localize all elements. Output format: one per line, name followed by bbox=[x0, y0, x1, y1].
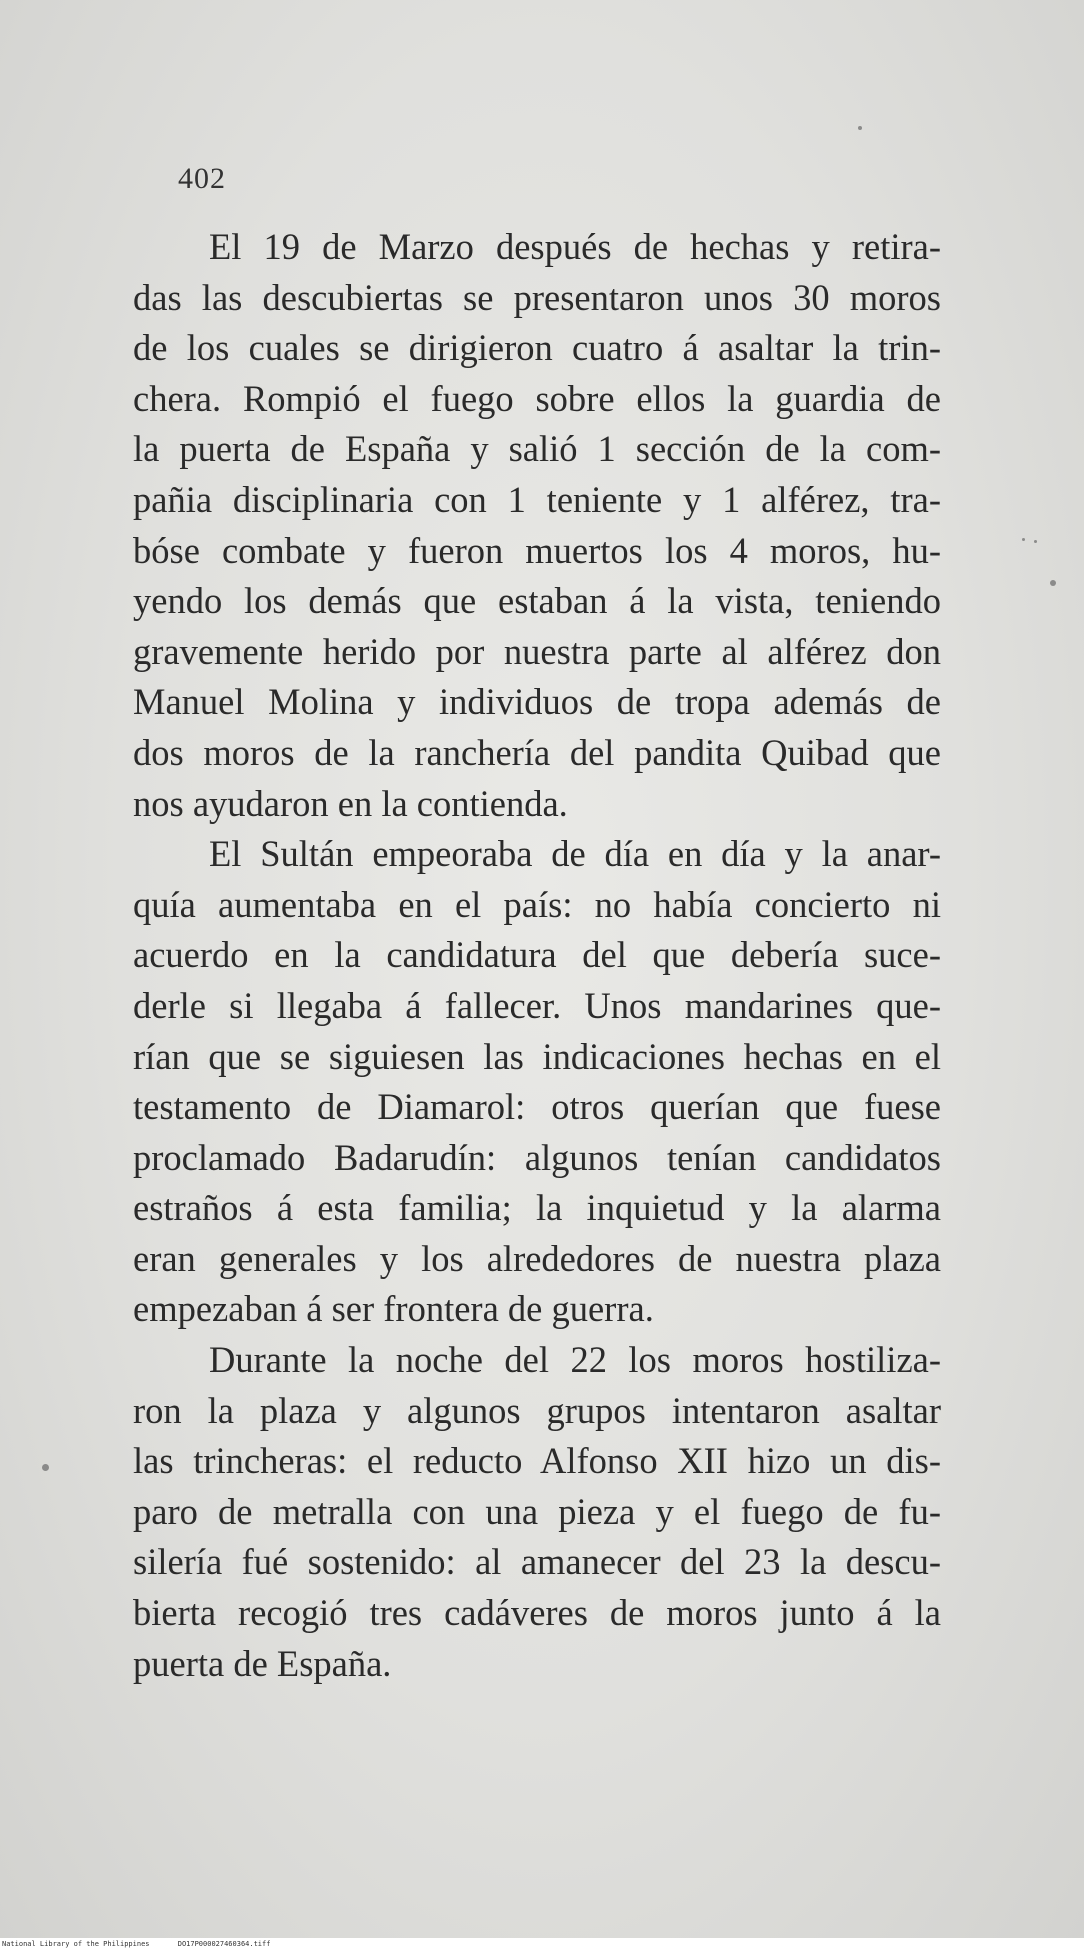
text-line: las trincheras: el reducto Alfonso XII hizo un dis- bbox=[133, 1440, 941, 1482]
text-line: El Sultán empeoraba de día en día y la anar- bbox=[209, 833, 941, 875]
text-line: paro de metralla con una pieza y el fuego de fu- bbox=[133, 1490, 941, 1532]
text-line: chera. Rompió el fuego sobre ellos la guardia de bbox=[133, 377, 941, 419]
scan-speck bbox=[1034, 540, 1037, 543]
text-line: derle si llegaba á fallecer. Unos mandarines que- bbox=[133, 984, 941, 1026]
text-line: quía aumentaba en el país: no había concierto ni bbox=[133, 883, 941, 925]
paragraph bbox=[133, 829, 941, 1335]
text-line: nos ayudaron en la contienda. bbox=[133, 782, 568, 824]
text-line: de los cuales se dirigieron cuatro á asaltar la trin- bbox=[133, 327, 941, 369]
text-line: eran generales y los alrededores de nuestra plaza bbox=[133, 1237, 941, 1279]
text-line: Durante la noche del 22 los moros hostiliza- bbox=[209, 1339, 941, 1381]
text-line: El 19 de Marzo después de hechas y retira- bbox=[209, 226, 941, 267]
scan-speck bbox=[1050, 580, 1056, 586]
footer-text bbox=[2, 1938, 294, 1950]
text-line: testamento de Diamarol: otros querían que fuese bbox=[133, 1086, 941, 1128]
body-text bbox=[133, 222, 941, 1689]
text-line: dos moros de la ranchería del pandita Quibad que bbox=[133, 731, 941, 773]
text-line: Manuel Molina y individuos de tropa además de bbox=[133, 681, 941, 723]
scan-footer bbox=[0, 1938, 1084, 1950]
text-line: yendo los demás que estaban á la vista, teniendo bbox=[133, 580, 941, 622]
text-line: acuerdo en la candidatura del que debería suce- bbox=[133, 934, 941, 976]
paragraph bbox=[133, 222, 941, 829]
footer-library: National Library of the Philippines bbox=[2, 1940, 150, 1948]
scan-speck bbox=[858, 126, 862, 130]
text-line: empezaban á ser frontera de guerra. bbox=[133, 1288, 654, 1330]
scan-speck bbox=[42, 1464, 49, 1471]
page-number: 402 bbox=[178, 162, 226, 195]
text-line: bóse combate y fueron muertos los 4 moros, hu- bbox=[133, 529, 941, 571]
paragraph bbox=[133, 1335, 941, 1689]
text-line: gravemente herido por nuestra parte al alférez don bbox=[133, 630, 941, 672]
footer-file-id: DO17P000027460364.tiff bbox=[177, 1940, 271, 1948]
text-line: la puerta de España y salió 1 sección de la com- bbox=[133, 428, 941, 470]
text-line: silería fué sostenido: al amanecer del 23 la descu- bbox=[133, 1541, 941, 1583]
text-line: proclamado Badarudín: algunos tenían candidatos bbox=[133, 1136, 941, 1178]
text-line: puerta de España. bbox=[133, 1642, 392, 1684]
text-line: ron la plaza y algunos grupos intentaron asaltar bbox=[133, 1389, 941, 1431]
text-line: das las descubiertas se presentaron unos 30 moros bbox=[133, 276, 941, 318]
text-line: pañia disciplinaria con 1 teniente y 1 alférez, tra- bbox=[133, 478, 941, 520]
scan-speck bbox=[1022, 538, 1025, 541]
text-line: rían que se siguiesen las indicaciones hechas en el bbox=[133, 1035, 941, 1077]
text-line: bierta recogió tres cadáveres de moros junto á la bbox=[133, 1592, 941, 1634]
text-line: estraños á esta familia; la inquietud y la alarma bbox=[133, 1187, 941, 1229]
